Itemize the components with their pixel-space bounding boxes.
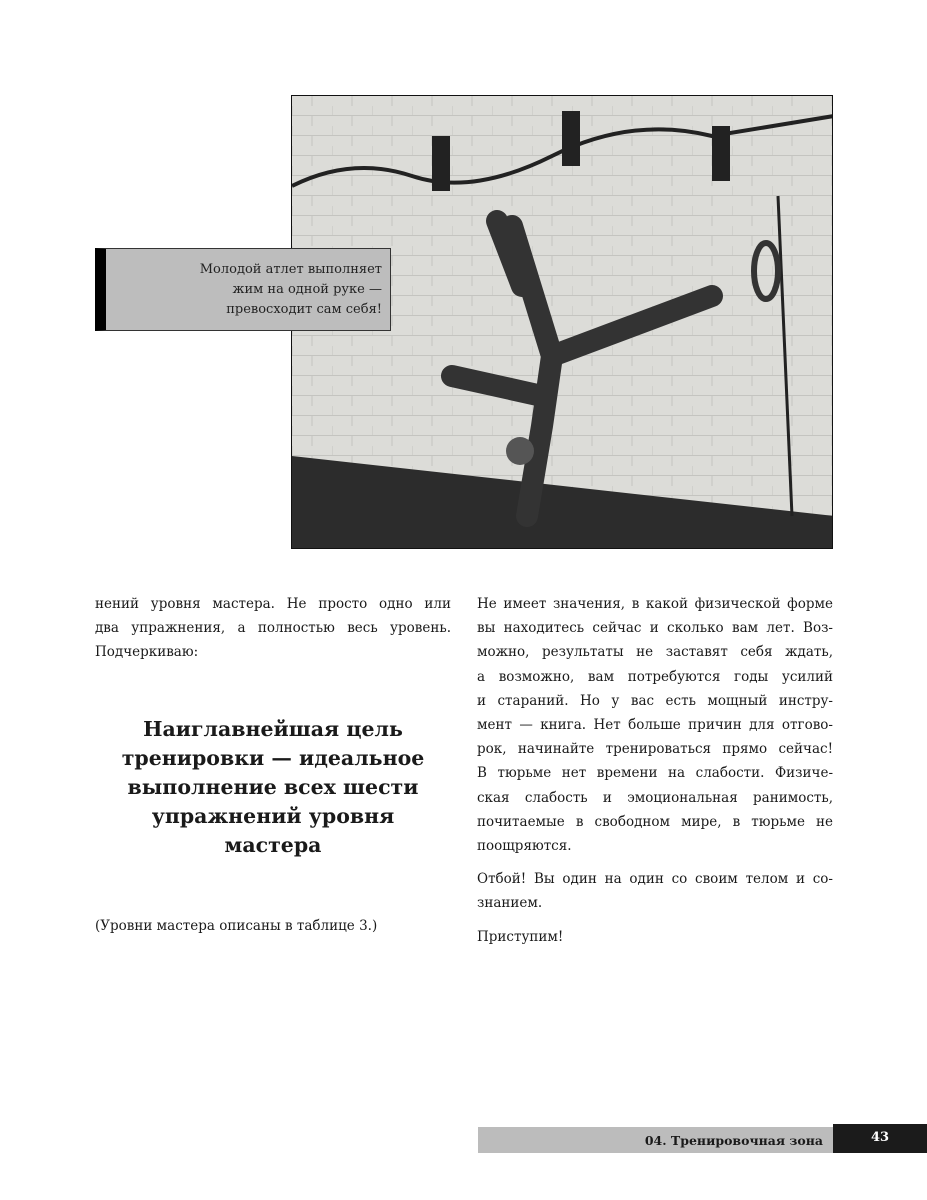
text-line: В тюрьме нет времени на слабости. Физиче- <box>477 765 833 782</box>
text-line: ская слабость и эмоциональная ранимость, <box>477 789 833 806</box>
text-line: вы находитесь сейчас и сколько вам лет. Воз- <box>477 620 833 637</box>
photo-caption <box>95 248 391 331</box>
text-line: нений уровня мастера. Не просто одно или <box>95 596 451 612</box>
text-line: поощряются. <box>477 838 572 855</box>
text-line: и стараний. Но у вас есть мощный инстру- <box>477 692 833 709</box>
pull-quote <box>95 715 451 860</box>
quote-line: выполнение всех шести <box>127 775 419 799</box>
page-number: 43 <box>833 1124 927 1153</box>
left-column-text <box>95 592 451 665</box>
quote-line: мастера <box>224 833 322 857</box>
text-line: Отбой! Вы один на один со своим телом и со- <box>477 871 833 888</box>
text-line: рок, начинайте тренироваться прямо сейчас! <box>477 741 833 758</box>
text-line: Подчеркиваю: <box>95 644 199 661</box>
right-column-text <box>477 592 833 949</box>
text-line: Не имеет значения, в какой физической форме <box>477 596 833 612</box>
quote-line: упражнений уровня <box>151 804 395 828</box>
quote-line: Наиглавнейшая цель <box>143 717 403 741</box>
quote-line: тренировки — идеальное <box>121 746 425 770</box>
caption-line: превосходит сам себя! <box>226 302 382 317</box>
caption-line: Молодой атлет выполняет <box>199 262 382 277</box>
text-line: знанием. <box>477 895 543 912</box>
text-line: два упражнения, а полностью весь уровень. <box>95 620 451 637</box>
chapter-footer: 04. Тренировочная зона <box>478 1127 833 1153</box>
text-line: почитаемые в свободном мире, в тюрьме не <box>477 813 833 830</box>
text-line: мент — книга. Нет больше причин для отгово- <box>477 717 833 734</box>
text-line: а возможно, вам потребуются годы усилий <box>477 668 833 685</box>
caption-line: жим на одной руке — <box>232 282 382 297</box>
text-line: можно, результаты не заставят себя ждать, <box>477 644 833 661</box>
table-reference-note: (Уровни мастера описаны в таблице 3.) <box>95 918 378 934</box>
text-line: Приступим! <box>477 928 564 945</box>
